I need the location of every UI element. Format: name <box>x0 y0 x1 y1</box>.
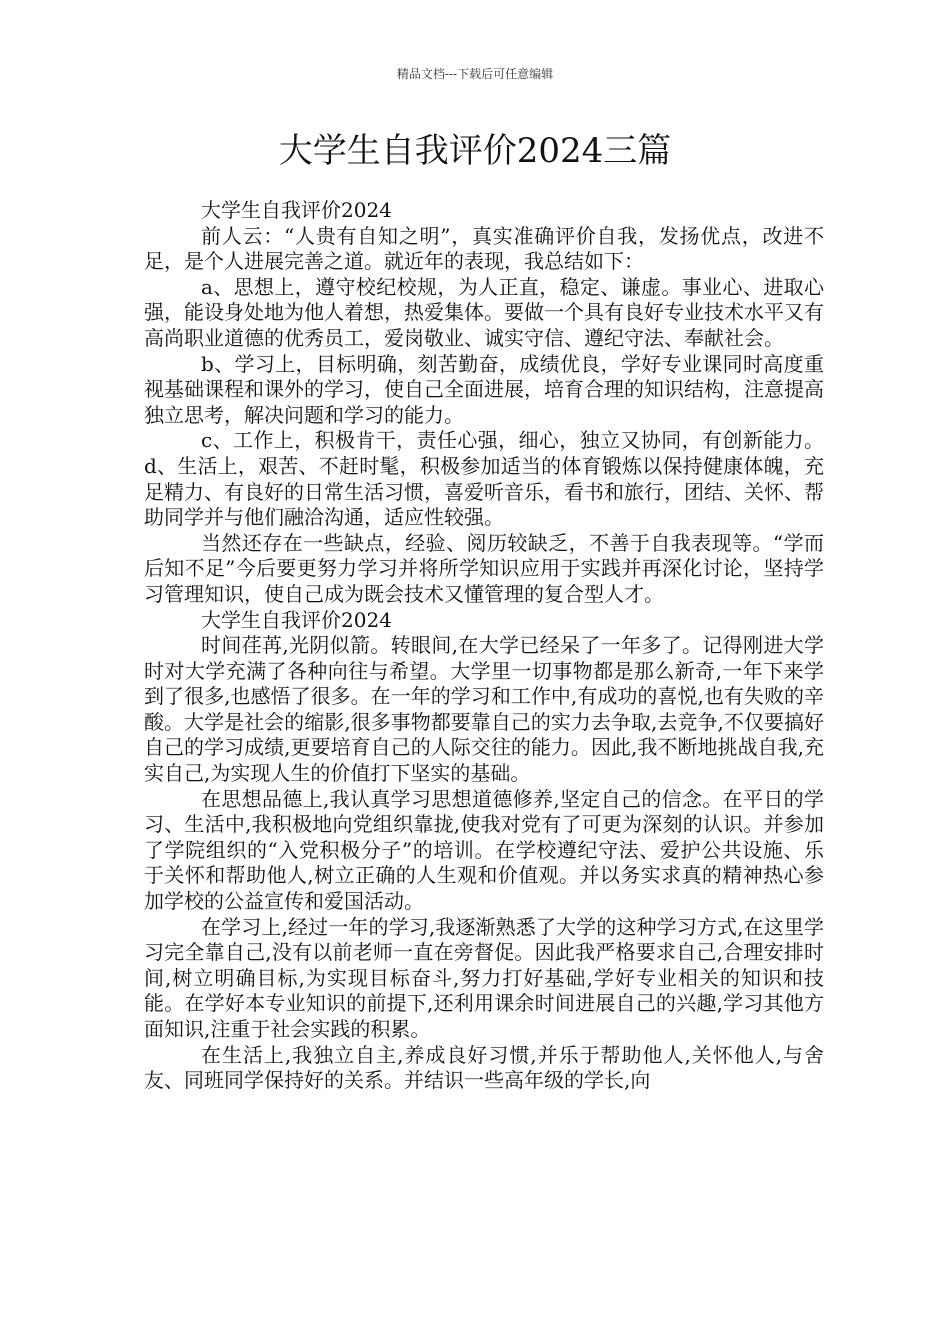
paragraph-morality: 在思想品德上,我认真学习思想道德修养,坚定自己的信念。在平日的学习、生活中,我积极地向党组织靠拢,使我对党有了可更为深刻的认识。并参加了学院组织的“入党积极分子”的培训。在学校遵纪守法、爱护公共设施、乐于关怀和帮助他人,树立正确的人生观和价值观。并以务实求真的精神热心参加学校的公益宣传和爱国活动。 <box>144 786 824 914</box>
paragraph-work-life: c、工作上，积极肯干，责任心强，细心，独立又协同，有创新能力。d、生活上，艰苦、不赶时髦，积极参加适当的体育锻炼以保持健康体魄，充足精力、有良好的日常生活习惯，喜爱听音乐，看书和旅行，团结、关怀、帮助同学并与他们融洽沟通，适应性较强。 <box>144 428 824 530</box>
paragraph-study: b、学习上，目标明确，刻苦勤奋，成绩优良，学好专业课同时高度重视基础课程和课外的学习，使自己全面进展，培育合理的知识结构，注意提高独立思考，解决问题和学习的能力。 <box>144 351 824 427</box>
paragraph-living: 在生活上,我独立自主,养成良好习惯,并乐于帮助他人,关怀他人,与舍友、同班同学保持好的关系。并结识一些高年级的学长,向 <box>144 1042 824 1093</box>
document-title: 大学生自我评价2024三篇 <box>278 131 672 171</box>
paragraph-thought: a、思想上，遵守校纪校规，为人正直，稳定、谦虚。事业心、进取心强，能设身处地为他人着想，热爱集体。要做一个具有良好专业技术水平又有高尚职业道德的优秀员工，爱岗敬业、诚实守信、遵纪守法、奉献社会。 <box>144 274 824 350</box>
section-heading-2: 大学生自我评价2024 <box>201 607 392 632</box>
document-body <box>144 198 824 1094</box>
page-header-watermark: 精品文档---下载后可任意编辑 <box>396 67 554 81</box>
section-heading-1: 大学生自我评价2024 <box>201 198 392 222</box>
paragraph-time: 时间荏苒,光阴似箭。转眼间,在大学已经呆了一年多了。记得刚进大学时对大学充满了各种向往与希望。大学里一切事物都是那么新奇,一年下来学到了很多,也感悟了很多。在一年的学习和工作中,有成功的喜悦,也有失败的辛酸。大学是社会的缩影,很多事物都要靠自己的实力去争取,去竞争,不仅要搞好自己的学习成绩,更要培育自己的人际交往的能力。因此,我不断地挑战自我,充实自己,为实现人生的价值打下坚实的基础。 <box>144 633 824 786</box>
paragraph-shortcomings: 当然还存在一些缺点，经验、阅历较缺乏，不善于自我表现等。“学而后知不足”今后要更努力学习并将所学知识应用于实践并再深化讨论，坚持学习管理知识，使自己成为既会技术又懂管理的复合型人才。 <box>144 530 824 606</box>
paragraph-intro: 前人云：“人贵有自知之明”，真实准确评价自我，发扬优点，改进不足，是个人进展完善之道。就近年的表现，我总结如下： <box>144 223 824 274</box>
paragraph-learning: 在学习上,经过一年的学习,我逐渐熟悉了大学的这种学习方式,在这里学习完全靠自己,没有以前老师一直在旁督促。因此我严格要求自己,合理安排时间,树立明确目标,为实现目标奋斗,努力打好基础,学好专业相关的知识和技能。在学好本专业知识的前提下,还利用课余时间进展自己的兴趣,学习其他方面知识,注重于社会实践的积累。 <box>144 914 824 1041</box>
